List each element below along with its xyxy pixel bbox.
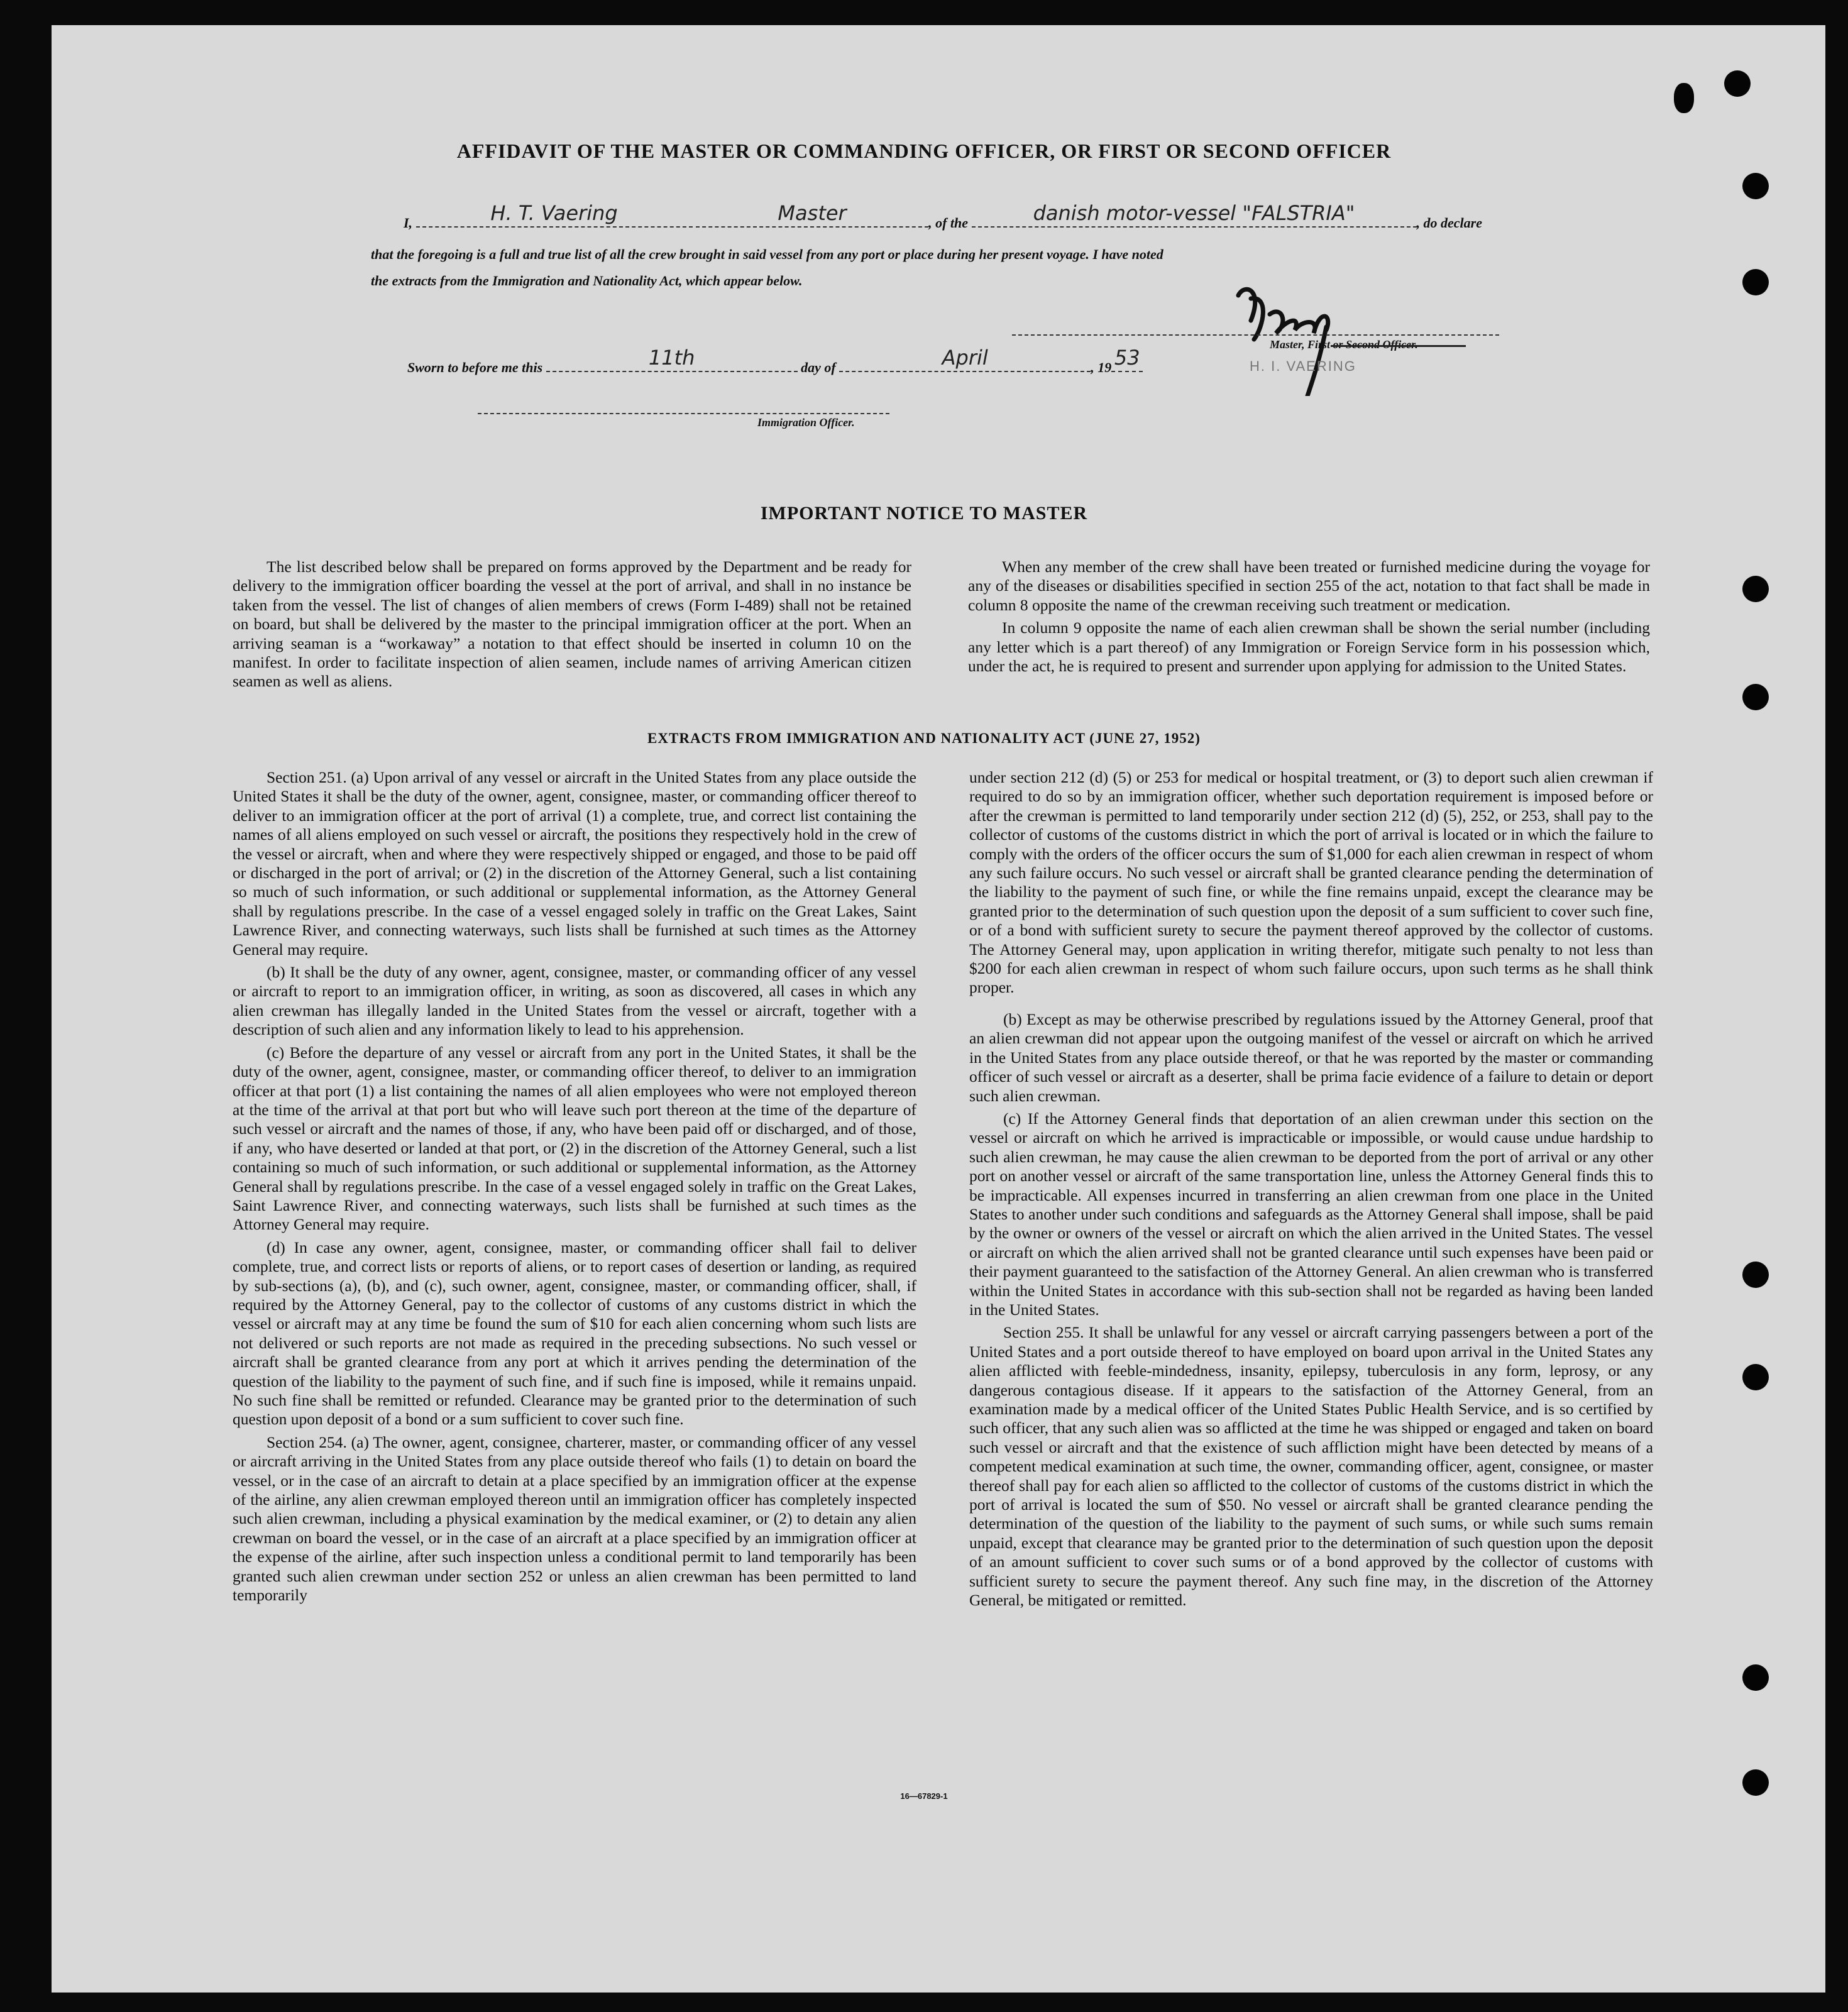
do-declare-label: do declare (1423, 215, 1482, 231)
month-handwritten: April (942, 346, 988, 370)
rank-handwritten: Master (778, 201, 847, 225)
binder-hole (1742, 269, 1769, 295)
signature-line (1012, 334, 1499, 336)
binder-hole (1742, 173, 1769, 199)
rank-field (696, 201, 928, 228)
strike-first-second (1331, 345, 1466, 347)
extract-paragraph: Section 254. (a) The owner, agent, consignee, charterer, master, or commanding officer of any vessel or aircraft arriving in the United States from any place outside thereof who fails (1) to detain on board the vessel, or in the case of an aircraft to detain at a place specified by an immigration officer at the expense of the airline, any alien crewman employed thereon until an immigration officer has completely inspected such alien crewman, including a physical examination by the medical examiner, or (2) to detain any alien crewman on board the vessel, or in the case of an aircraft at a place specified by an immigration officer at the expense of the airline, after such inspection unless a conditional permit to land temporarily has been granted such alien crewman under section 252 or unless an alien crewman has been permitted to land temporarily (233, 1432, 916, 1605)
day-of-label: day of (801, 360, 836, 375)
year-prefix: , 19 (1091, 360, 1112, 375)
binder-hole (1742, 576, 1769, 602)
extract-paragraph: (c) If the Attorney General finds that deportation of an alien crewman under this section on the vessel or aircraft on which he arrived is impracticable or impossible, or would cause undue hardship to such alien crewman, he may cause the alien crewman to be deported from the port of arrival or any other port on another vessel or aircraft of the same transportation line, unless the Attorney General finds this to be impracticable. All expenses incurred in transferring an alien crewman from one place in the United States to another under such conditions and safeguards as the Attorney General shall impose, shall be paid by the owner or owners of the vessel or aircraft on which the alien arrived in the United States. The vessel or aircraft on which the alien arrived shall not be granted clearance until such expenses have been paid or their payment guaranteed to the satisfaction of the Attorney General. An alien crewman who is transferred within the United States in accordance with this sub-section shall not be regarded as having been landed in the United States. (969, 1109, 1653, 1319)
extract-paragraph: under section 212 (d) (5) or 253 for medical or hospital treatment, or (3) to deport such alien crewman if required to do so by an immigration officer, whether such deportation requirement is imposed before or after the crewman is permitted to land temporarily under section 212 (d) (5), 252, or 253, shall pay to the collector of customs of the customs district in which the port of arrival is located or in which the failure to comply with the orders of the officer occurs the sum of $1,000 for each alien crewman in respect of whom any such failure occurs. No such vessel or aircraft shall be granted clearance pending the determination of the liability to the payment of such fine, or while the fine remains unpaid, except the clearance may be granted prior to the determination of such question upon the deposit of a sum sufficient to cover such fine, or of a bond with sufficient surety to secure the payment thereof approved by the collector of customs. The Attorney General may, upon application in writing therefor, mitigate such penalty to not less than $200 for each alien crewman in respect of whom such failure occurs, upon such terms as he shall think proper. (969, 768, 1653, 997)
extract-paragraph: (d) In case any owner, agent, consignee, master, or commanding officer shall fail to deliver complete, true, and correct lists or reports of aliens, or to report cases of desertion or landing, as required by sub-sections (a), (b), and (c), such owner, agent, consignee, master, or commanding officer, shall, if required by the Attorney General, pay to the collector of customs of any customs district in which the vessel or aircraft may at any time be found the sum of $10 for each alien concerning whom such lists are not delivered or such reports are not made as required in the preceding subsections. No such vessel or aircraft shall be granted clearance from any port at which it arrives pending the determination of the question of the liability to the payment of such fine, and if such fine is imposed, while it remains unpaid. No such fine shall be remitted or refunded. Clearance may be granted prior to the determination of such question upon deposit of a bond or a sum sufficient to cover such fine. (233, 1238, 916, 1429)
extracts-left-column (233, 768, 916, 1608)
year-handwritten: 53 (1114, 346, 1140, 370)
affidavit-line-2: that the foregoing is a full and true list of all the crew brought in said vessel from any port or place during her present voyage. I have noted (371, 246, 1163, 262)
year-field (1111, 346, 1143, 372)
extract-paragraph: Section 251. (a) Upon arrival of any vessel or aircraft in the United States from any place outside the United States it shall be the duty of the owner, agent, consignee, master, or commanding officer thereof to deliver to an immigration officer at the port of arrival (1) a complete, true, and correct list containing the names of all aliens employed on such vessel or aircraft, the positions they respectively hold in the crew of the vessel or aircraft, when and where they were respectively shipped or engaged, and those to be paid off or discharged in the port of arrival; or (2) in the discretion of the Attorney General, such a list containing so much of such information, or such additional or supplemental information, as the Attorney General shall by regulations prescribe. In the case of a vessel engaged solely in traffic on the Great Lakes, Saint Lawrence River, and connecting waterways, such lists shall be furnished at such times as the Attorney General may require. (233, 768, 916, 959)
day-handwritten: 11th (648, 346, 695, 370)
notice-title: IMPORTANT NOTICE TO MASTER (760, 503, 1088, 524)
binder-hole (1742, 1364, 1769, 1390)
notice-right-column (968, 558, 1650, 679)
affidavit-line-1: I, H. T. Vaering Master , of the danish motor-vessel "FALSTRIA" , do declare (404, 201, 1482, 231)
name-field (416, 201, 693, 228)
i-label: I, (404, 215, 413, 231)
affidavit-line-3: the extracts from the Immigration and Nationality Act, which appear below. (371, 273, 803, 289)
month-field (839, 346, 1091, 372)
signature (1226, 270, 1370, 396)
of-the-label: of the (935, 215, 969, 231)
sworn-line (407, 346, 1143, 376)
day-field (546, 346, 798, 372)
extracts-title: EXTRACTS FROM IMMIGRATION AND NATIONALITY ACT (JUNE 27, 1952) (647, 730, 1201, 746)
binder-hole (1724, 70, 1751, 97)
binder-hole (1674, 83, 1694, 113)
vessel-handwritten: danish motor-vessel "FALSTRIA" (1033, 201, 1355, 225)
vessel-field (972, 201, 1417, 228)
binder-hole (1742, 1262, 1769, 1288)
notice-right-paragraph-1: When any member of the crew shall have been treated or furnished medicine during the voyage for any of the diseases or disabilities specified in section 255 of the act, notation to that fact shall be made in column 8 opposite the name of the crewman receiving such treatment or medication. (968, 558, 1650, 614)
form-code: 16—67829-1 (900, 1791, 948, 1801)
extract-paragraph: (c) Before the departure of any vessel or aircraft from any port in the United States, it shall be the duty of the owner, agent, consignee, master, or commanding officer thereof, to deliver to an immigration officer at that port (1) a list containing the names of all alien employees who were not employed thereon at the time of the arrival at that port but who will leave such port thereon at the time of the departure of such vessel or aircraft and the names of those, if any, who have been paid off or discharged, and of those, if any, who have deserted or landed at that port, or (2) in the discretion of the Attorney General, such a list containing so much of such information, or such additional or supplemental information, as the Attorney General shall by regulations prescribe. In the case of a vessel engaged solely in traffic on the Great Lakes, Saint Lawrence River, and connecting waterways, such lists shall be furnished at such times as the Attorney General may require. (233, 1043, 916, 1234)
sworn-label: Sworn to before me this (407, 360, 543, 375)
notice-left-column (233, 558, 911, 695)
stamped-name: H. I. VAERING (1250, 358, 1356, 374)
name-handwritten: H. T. Vaering (490, 201, 618, 225)
extracts-right-column (969, 768, 1653, 1613)
binder-hole (1742, 1664, 1769, 1691)
binder-hole (1742, 684, 1769, 710)
affidavit-title: AFFIDAVIT OF THE MASTER OR COMMANDING OFFICER, OR FIRST OR SECOND OFFICER (456, 140, 1392, 162)
extract-paragraph: (b) It shall be the duty of any owner, agent, consignee, master, or commanding officer of any vessel or aircraft to report to an immigration officer, in writing, as soon as discovered, all cases in which any alien crewman has illegally landed in the United States from the vessel or aircraft, together with a description of such alien and any information likely to lead to his apprehension. (233, 963, 916, 1039)
notice-left-paragraph: The list described below shall be prepared on forms approved by the Department and be ready for delivery to the immigration officer boarding the vessel at the port of arrival, and shall in no instance be taken from the vessel. The list of changes of alien members of crews (Form I-489) shall not be retained on board, but shall be delivered by the master to the principal immigration officer at the port. When an arriving seaman is a “workaway” a notation to that effect should be inserted in column 10 on the manifest. In order to facilitate inspection of alien seamen, include names of arriving American citizen seamen as well as aliens. (233, 558, 911, 691)
notice-right-paragraph-2: In column 9 opposite the name of each alien crewman shall be shown the serial number (including any letter which is a part thereof) of any Immigration or Foreign Service form in his possession which, under the act, he is required to present and surrender upon applying for admission to the United States. (968, 618, 1650, 676)
immigration-officer-label: Immigration Officer. (757, 416, 855, 429)
immigration-officer-line (478, 413, 889, 414)
signature-caption: Master, First or Second Officer. (1270, 338, 1418, 351)
extract-paragraph: (b) Except as may be otherwise prescribed by regulations issued by the Attorney General, proof that an alien crewman did not appear upon the outgoing manifest of the vessel or aircraft on which he arrived in the United States from any place outside thereof, or that he was reported by the master or commanding officer of such vessel or aircraft as a deserter, shall be prima facie evidence of a failure to detain or deport such alien crewman. (969, 1009, 1653, 1105)
extract-paragraph: Section 255. It shall be unlawful for any vessel or aircraft carrying passengers between a port of the United States and a port outside thereof to have employed on board upon arrival in the United States any alien afflicted with feeble-mindedness, insanity, epilepsy, tuberculosis in any form, leprosy, or any dangerous contagious disease. If it appears to the satisfaction of the Attorney General, from an examination made by a medical officer of the United States Public Health Service, and is so certified by such officer, that any such alien was so afflicted at the time he was shipped or engaged and taken on board such vessel or aircraft and that the existence of such affliction might have been detected by means of a competent medical examination at such time, the owner, commanding officer, agent, consignee, or master thereof shall pay for each alien so afflicted to the collector of customs of the customs district in which the port of arrival is located the sum of $50. No vessel or aircraft shall be granted clearance pending the determination of the question of the liability to the payment of such sums, or while such sums remain unpaid, except that clearance may be granted prior to the determination of such question upon the deposit of an amount sufficient to cover such sums or of a bond approved by the collector of customs with sufficient surety to secure the payment thereof. Any such fine may, in the discretion of the Attorney General, be mitigated or remitted. (969, 1323, 1653, 1610)
